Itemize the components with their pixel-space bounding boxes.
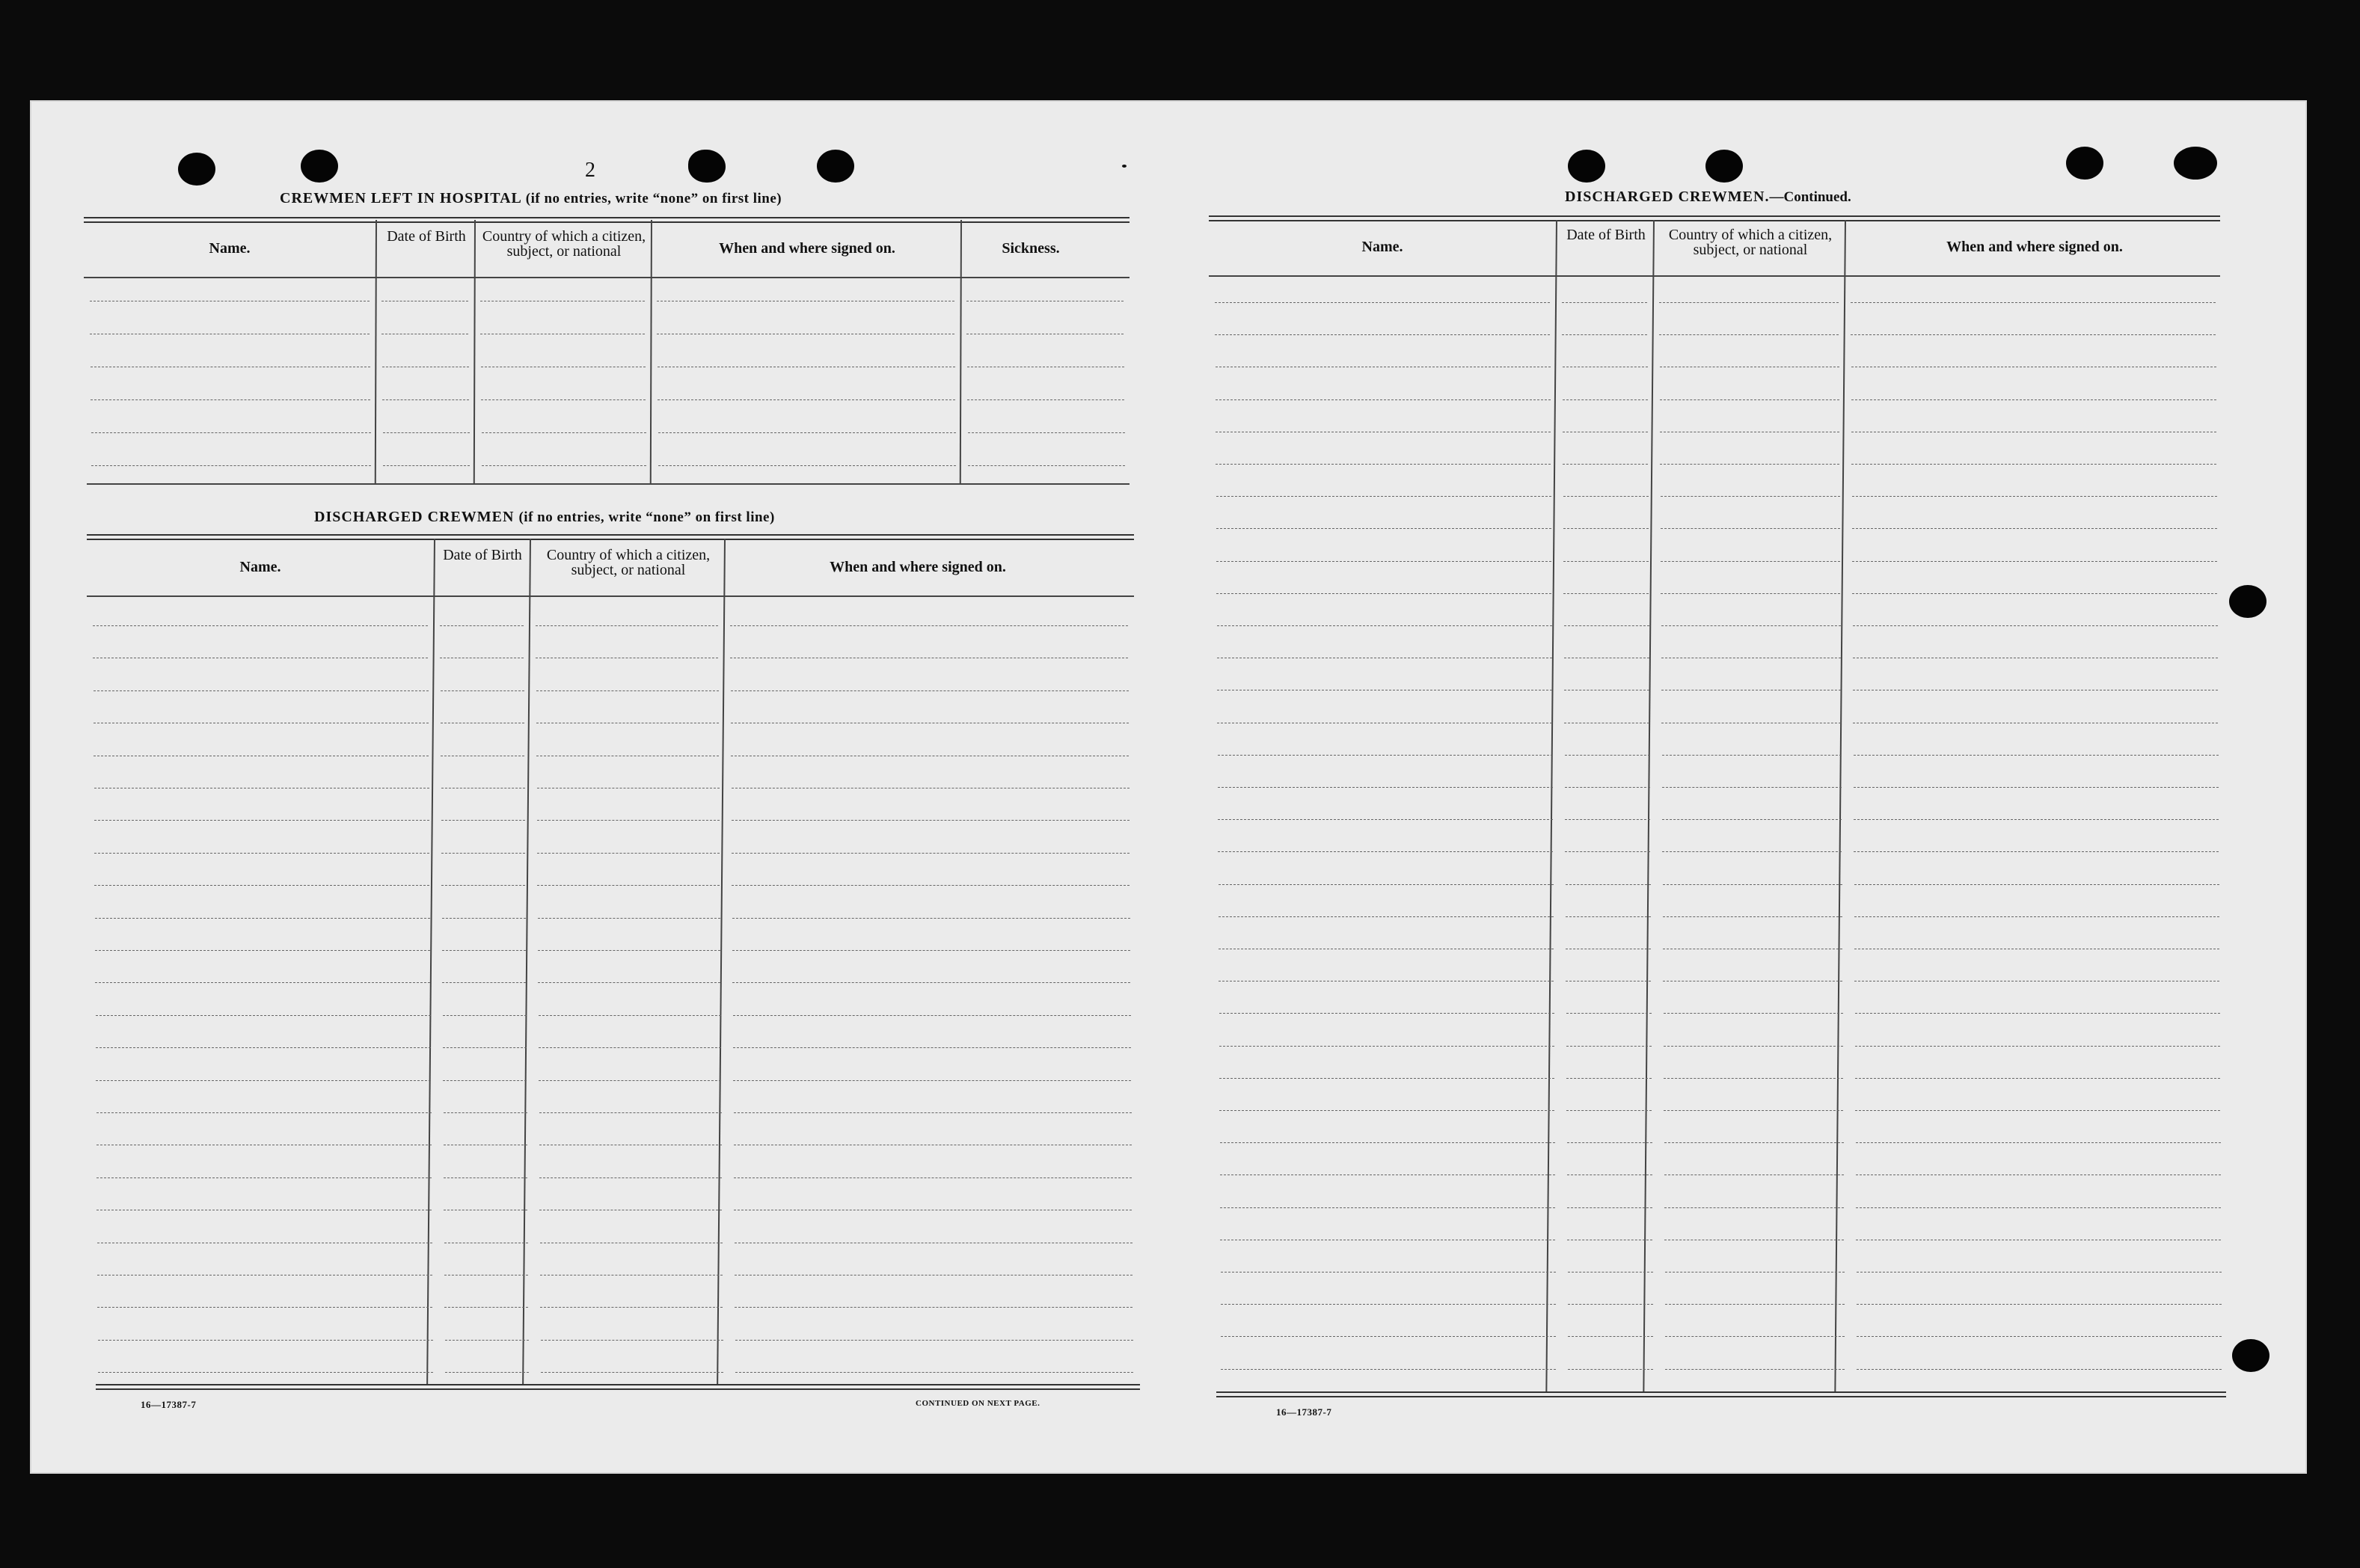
entry-line[interactable]	[733, 1047, 1131, 1048]
entry-line[interactable]	[1855, 1046, 2220, 1047]
entry-line[interactable]	[383, 432, 470, 433]
hospital-title-note: (if no entries, write “none” on first line)	[525, 191, 782, 206]
left-page	[30, 100, 1168, 1474]
entry-line[interactable]	[98, 1372, 433, 1373]
page-number: 2	[585, 159, 595, 182]
entry-line[interactable]	[1665, 1336, 1845, 1337]
discharged-section-title	[314, 509, 775, 526]
entry-line[interactable]	[733, 1080, 1131, 1081]
entry-line[interactable]	[1216, 464, 1551, 465]
entry-line[interactable]	[1660, 399, 1839, 400]
entry-line[interactable]	[1217, 625, 1552, 626]
binder-hole	[2229, 585, 2266, 618]
entry-line[interactable]	[1566, 1013, 1652, 1014]
discharged-header-rule	[87, 595, 1134, 597]
entry-line[interactable]	[1567, 1142, 1652, 1143]
entry-line[interactable]	[94, 853, 429, 854]
entry-line[interactable]	[731, 690, 1129, 691]
entry-line[interactable]	[732, 885, 1130, 886]
entry-line[interactable]	[1857, 1336, 2222, 1337]
entry-line[interactable]	[1215, 302, 1550, 303]
entry-line[interactable]	[730, 625, 1128, 626]
hospital-header-rule	[84, 277, 1130, 278]
entry-line[interactable]	[1855, 1110, 2220, 1111]
entry-line[interactable]	[1218, 819, 1553, 820]
entry-line[interactable]	[1665, 1272, 1845, 1273]
entry-line[interactable]	[1852, 593, 2217, 594]
entry-line[interactable]	[443, 1047, 527, 1048]
entry-line[interactable]	[91, 465, 371, 466]
entry-line[interactable]	[443, 1015, 527, 1016]
entry-line[interactable]	[1221, 1304, 1556, 1305]
entry-line[interactable]	[94, 690, 429, 691]
entry-line[interactable]	[1853, 625, 2218, 626]
entry-line[interactable]	[1857, 1304, 2222, 1305]
entry-line[interactable]	[1216, 561, 1551, 562]
entry-line[interactable]	[1661, 593, 1840, 594]
entry-line[interactable]	[1851, 399, 2216, 400]
entry-line[interactable]	[91, 399, 370, 400]
right-header-rule	[1209, 275, 2220, 277]
entry-line[interactable]	[968, 432, 1125, 433]
binder-hole	[1568, 150, 1605, 183]
entry-line[interactable]	[382, 399, 469, 400]
entry-line[interactable]	[1563, 496, 1649, 497]
form-sheet	[30, 100, 2307, 1474]
entry-line[interactable]	[1663, 884, 1842, 885]
binder-hole	[688, 150, 726, 183]
entry-line[interactable]	[1563, 593, 1649, 594]
hospital-col-name: Name.	[209, 240, 251, 257]
entry-line[interactable]	[539, 1080, 721, 1081]
entry-line[interactable]	[1661, 625, 1841, 626]
entry-line[interactable]	[96, 1112, 432, 1113]
form-number: 16—17387-7	[141, 1399, 197, 1410]
entry-line[interactable]	[441, 690, 524, 691]
entry-line[interactable]	[444, 1112, 527, 1113]
entry-line[interactable]	[1661, 496, 1840, 497]
entry-line[interactable]	[1221, 1272, 1556, 1273]
entry-line[interactable]	[1564, 625, 1649, 626]
column-divider	[1545, 220, 1557, 1393]
entry-line[interactable]	[1665, 1304, 1845, 1305]
entry-line[interactable]	[1218, 787, 1553, 788]
entry-line[interactable]	[1661, 561, 1840, 562]
entry-line[interactable]	[482, 432, 646, 433]
entry-line[interactable]	[440, 625, 524, 626]
discharged-title-text: DISCHARGED CREWMEN	[314, 509, 515, 525]
entry-line[interactable]	[1563, 464, 1648, 465]
hospital-col-signed: When and where signed on.	[719, 240, 895, 257]
entry-line[interactable]	[1662, 851, 1842, 852]
discharged-title-note: (if no entries, write “none” on first line)	[518, 509, 775, 525]
entry-line[interactable]	[1218, 755, 1553, 756]
entry-line[interactable]	[967, 399, 1124, 400]
entry-line[interactable]	[540, 1307, 723, 1308]
entry-line[interactable]	[96, 1015, 431, 1016]
entry-line[interactable]	[968, 465, 1125, 466]
entry-line[interactable]	[1219, 1078, 1554, 1079]
entry-line[interactable]	[1854, 851, 2219, 852]
entry-line[interactable]	[91, 432, 371, 433]
right-col-signed: When and where signed on.	[1946, 239, 2123, 255]
entry-line[interactable]	[539, 1015, 721, 1016]
entry-line[interactable]	[444, 1177, 527, 1178]
entry-line[interactable]	[1852, 528, 2217, 529]
entry-line[interactable]	[539, 1112, 722, 1113]
entry-line[interactable]	[536, 625, 718, 626]
entry-line[interactable]	[1662, 787, 1842, 788]
entry-line[interactable]	[1568, 1272, 1653, 1273]
entry-line[interactable]	[658, 399, 955, 400]
entry-line[interactable]	[1851, 464, 2216, 465]
entry-line[interactable]	[1562, 302, 1647, 303]
entry-line[interactable]	[1659, 334, 1839, 335]
entry-line[interactable]	[1851, 302, 2216, 303]
entry-line[interactable]	[1854, 819, 2219, 820]
entry-line[interactable]	[1216, 399, 1551, 400]
entry-line[interactable]	[1568, 1336, 1653, 1337]
discharged-col-country: Country of which a citizen, subject, or national	[546, 547, 711, 578]
discharged-col-name: Name.	[239, 559, 281, 575]
hospital-col-sickness: Sickness.	[1002, 240, 1060, 257]
entry-line[interactable]	[1220, 1142, 1555, 1143]
column-divider	[717, 539, 726, 1385]
entry-line[interactable]	[1566, 884, 1651, 885]
entry-line[interactable]	[735, 1340, 1133, 1341]
entry-line[interactable]	[1566, 1078, 1652, 1079]
binder-hole	[1705, 150, 1743, 183]
entry-line[interactable]	[1221, 1369, 1556, 1370]
entry-line[interactable]	[539, 1177, 722, 1178]
entry-line[interactable]	[1219, 1110, 1554, 1111]
binder-hole	[178, 153, 215, 186]
column-divider	[473, 220, 476, 483]
entry-line[interactable]	[1568, 1304, 1653, 1305]
entry-line[interactable]	[1854, 916, 2219, 917]
entry-line[interactable]	[1563, 399, 1648, 400]
entry-line[interactable]	[735, 1307, 1133, 1308]
hospital-section-title	[280, 190, 782, 207]
right-page	[1168, 100, 2307, 1474]
entry-line[interactable]	[96, 1047, 431, 1048]
entry-line[interactable]	[1854, 787, 2219, 788]
entry-line[interactable]	[1566, 916, 1651, 917]
right-col-country: Country of which a citizen, subject, or national	[1668, 227, 1833, 258]
column-divider	[960, 220, 962, 483]
entry-line[interactable]	[1855, 1078, 2220, 1079]
continued-note: CONTINUED ON NEXT PAGE.	[916, 1399, 1040, 1408]
entry-line[interactable]	[1663, 916, 1842, 917]
binder-hole	[817, 150, 854, 183]
entry-line[interactable]	[481, 399, 646, 400]
entry-line[interactable]	[536, 690, 719, 691]
continued-title-text: DISCHARGED CREWMEN.	[1565, 189, 1770, 205]
entry-line[interactable]	[445, 1340, 529, 1341]
entry-line[interactable]	[1219, 1013, 1554, 1014]
entry-line[interactable]	[1664, 1142, 1844, 1143]
entry-line[interactable]	[1563, 528, 1649, 529]
entry-line[interactable]	[538, 918, 720, 919]
entry-line[interactable]	[541, 1340, 723, 1341]
binder-hole	[301, 150, 338, 183]
discharged-col-signed: When and where signed on.	[830, 559, 1006, 575]
entry-line[interactable]	[1660, 464, 1839, 465]
right-bottom-rule	[1216, 1391, 2226, 1397]
entry-line[interactable]	[732, 982, 1130, 983]
entry-line[interactable]	[1216, 496, 1551, 497]
entry-line[interactable]	[1218, 851, 1553, 852]
ink-speck	[1122, 165, 1127, 168]
entry-line[interactable]	[1665, 1369, 1845, 1370]
entry-line[interactable]	[95, 982, 430, 983]
entry-line[interactable]	[658, 465, 956, 466]
entry-line[interactable]	[442, 918, 526, 919]
entry-line[interactable]	[537, 820, 720, 821]
entry-line[interactable]	[1662, 819, 1842, 820]
entry-line[interactable]	[1854, 884, 2219, 885]
entry-line[interactable]	[1854, 755, 2219, 756]
entry-line[interactable]	[1852, 496, 2217, 497]
entry-line[interactable]	[1219, 884, 1554, 885]
entry-line[interactable]	[1664, 1078, 1843, 1079]
entry-line[interactable]	[658, 432, 956, 433]
entry-line[interactable]	[1565, 819, 1650, 820]
entry-line[interactable]	[1219, 1046, 1554, 1047]
hospital-col-dob: Date of Birth	[387, 228, 466, 245]
binder-hole	[2174, 147, 2217, 180]
entry-line[interactable]	[732, 820, 1130, 821]
discharged-top-rule	[87, 534, 1134, 540]
entry-line[interactable]	[1664, 1110, 1843, 1111]
discharged-col-dob: Date of Birth	[443, 547, 522, 563]
entry-line[interactable]	[442, 950, 526, 951]
entry-line[interactable]	[1567, 1207, 1652, 1208]
entry-line[interactable]	[733, 1015, 1131, 1016]
column-divider	[375, 220, 377, 483]
entry-line[interactable]	[97, 1307, 432, 1308]
entry-line[interactable]	[95, 918, 430, 919]
entry-line[interactable]	[1220, 1207, 1555, 1208]
entry-line[interactable]	[1661, 528, 1840, 529]
entry-line[interactable]	[444, 1307, 528, 1308]
entry-line[interactable]	[1664, 1013, 1843, 1014]
discharged-continued-title	[1565, 189, 1851, 206]
entry-line[interactable]	[732, 950, 1130, 951]
entry-line[interactable]	[482, 465, 646, 466]
entry-line[interactable]	[1565, 787, 1650, 788]
entry-line[interactable]	[443, 1080, 527, 1081]
entry-line[interactable]	[1857, 1369, 2222, 1370]
entry-line[interactable]	[1855, 1013, 2220, 1014]
entry-line[interactable]	[1664, 1207, 1844, 1208]
continued-title-suffix: —Continued.	[1769, 189, 1851, 205]
column-divider	[426, 539, 435, 1385]
entry-line[interactable]	[96, 1177, 432, 1178]
entry-line[interactable]	[1851, 334, 2216, 335]
entry-line[interactable]	[732, 853, 1130, 854]
entry-line[interactable]	[1219, 916, 1554, 917]
hospital-title-text: CREWMEN LEFT IN HOSPITAL	[280, 190, 521, 206]
entry-line[interactable]	[1216, 528, 1551, 529]
entry-line[interactable]	[537, 853, 720, 854]
entry-line[interactable]	[442, 982, 526, 983]
column-divider	[1834, 220, 1846, 1393]
hospital-col-country: Country of which a citizen, subject, or national	[482, 228, 646, 260]
entry-line[interactable]	[94, 820, 429, 821]
entry-line[interactable]	[538, 950, 720, 951]
right-col-dob: Date of Birth	[1566, 227, 1646, 243]
form-number: 16—17387-7	[1276, 1406, 1332, 1418]
entry-line[interactable]	[735, 1372, 1133, 1373]
entry-line[interactable]	[441, 885, 525, 886]
entry-line[interactable]	[383, 465, 470, 466]
entry-line[interactable]	[98, 1340, 433, 1341]
entry-line[interactable]	[1563, 561, 1649, 562]
entry-line[interactable]	[538, 982, 720, 983]
entry-line[interactable]	[1568, 1369, 1653, 1370]
entry-line[interactable]	[1565, 755, 1650, 756]
entry-line[interactable]	[95, 950, 430, 951]
hospital-top-rule	[84, 217, 1130, 223]
binder-hole	[2066, 147, 2103, 180]
entry-line[interactable]	[1664, 1046, 1843, 1047]
entry-line[interactable]	[93, 625, 428, 626]
entry-line[interactable]	[1215, 334, 1550, 335]
entry-line[interactable]	[1857, 1272, 2222, 1273]
entry-line[interactable]	[1856, 1207, 2221, 1208]
entry-line[interactable]	[1565, 851, 1650, 852]
entry-line[interactable]	[1856, 1142, 2221, 1143]
binder-hole	[2232, 1339, 2269, 1372]
entry-line[interactable]	[1221, 1336, 1556, 1337]
hospital-bottom-rule	[87, 483, 1130, 485]
right-top-rule	[1209, 215, 2220, 221]
entry-line[interactable]	[441, 853, 525, 854]
entry-line[interactable]	[1562, 334, 1647, 335]
right-col-name: Name.	[1361, 239, 1403, 255]
column-divider	[522, 539, 531, 1385]
entry-line[interactable]	[1216, 593, 1551, 594]
entry-line[interactable]	[541, 1372, 723, 1373]
entry-line[interactable]	[96, 1080, 431, 1081]
discharged-bottom-rule	[96, 1384, 1140, 1390]
entry-line[interactable]	[1566, 1046, 1652, 1047]
entry-line[interactable]	[539, 1047, 721, 1048]
entry-line[interactable]	[441, 820, 525, 821]
entry-line[interactable]	[1852, 561, 2217, 562]
column-divider	[650, 220, 652, 483]
entry-line[interactable]	[537, 885, 720, 886]
column-divider	[1643, 220, 1655, 1393]
entry-line[interactable]	[734, 1177, 1132, 1178]
entry-line[interactable]	[734, 1112, 1132, 1113]
entry-line[interactable]	[445, 1372, 529, 1373]
entry-line[interactable]	[1566, 1110, 1652, 1111]
entry-line[interactable]	[94, 885, 429, 886]
entry-line[interactable]	[1662, 755, 1842, 756]
entry-line[interactable]	[732, 918, 1130, 919]
entry-line[interactable]	[1659, 302, 1839, 303]
